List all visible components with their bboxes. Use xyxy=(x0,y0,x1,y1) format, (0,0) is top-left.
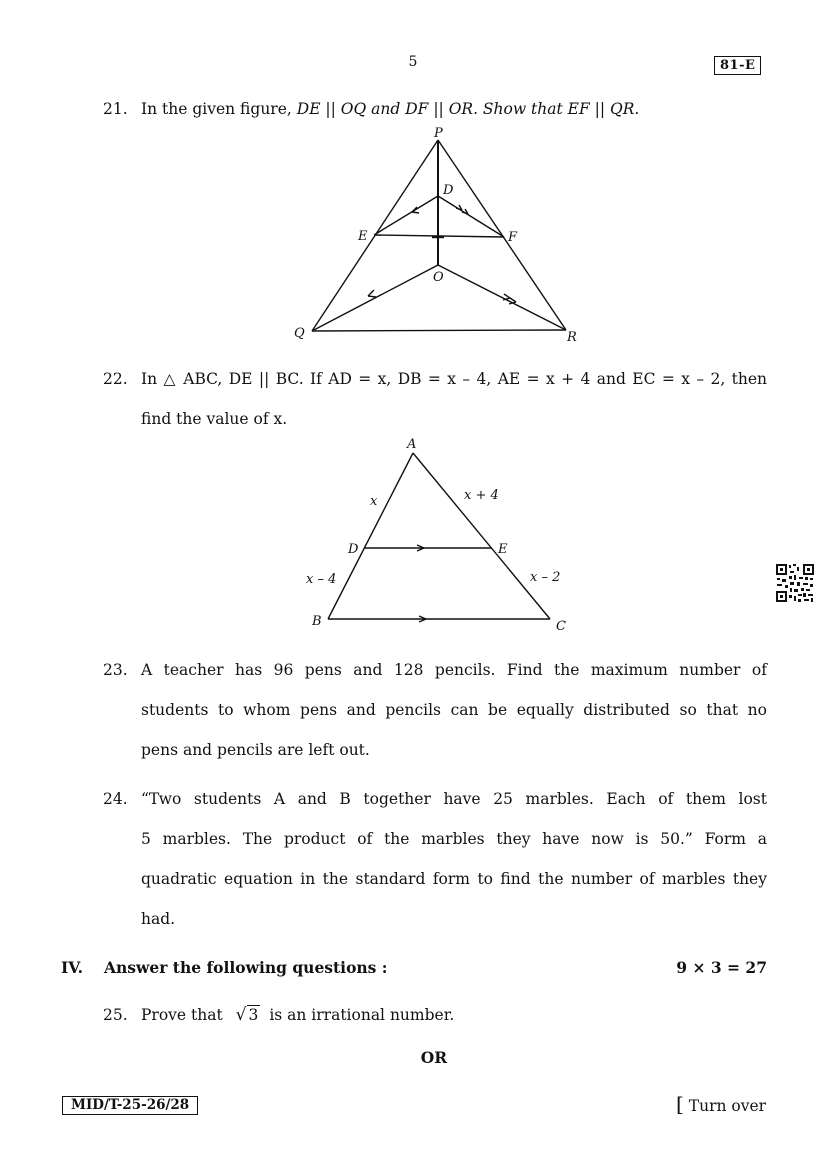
question-line: pens and pencils are left out. xyxy=(141,741,370,759)
text-before: Prove that xyxy=(141,1006,223,1024)
question-text xyxy=(141,89,767,129)
label-d: D xyxy=(348,542,359,557)
line-de xyxy=(374,196,438,235)
label-a: A xyxy=(407,437,417,452)
question-line: In △ ABC, DE || BC. If AD = x, DB = x – 4, AE = x + 4 and EC = x – 2, then xyxy=(141,370,767,388)
question-line: students to whom pens and pencils can be equally distributed so that no xyxy=(141,701,767,719)
bracket: [ xyxy=(676,1092,684,1116)
radicand: 3 xyxy=(248,1006,259,1024)
label-ec: x – 2 xyxy=(530,570,561,585)
label-o: O xyxy=(433,270,444,285)
question-line: 5 marbles. The product of the marbles they have now is 50.” Form a xyxy=(141,830,767,848)
question-line: had. xyxy=(141,910,176,928)
question-text xyxy=(141,995,767,1035)
section-heading: Answer the following questions : xyxy=(104,958,388,977)
question-23 xyxy=(0,650,826,770)
label-q: Q xyxy=(294,326,305,341)
question-text-prefix: In the given figure, xyxy=(141,100,292,118)
arrow-or-double xyxy=(503,294,516,304)
section-marks: 9 × 3 = 27 xyxy=(676,958,767,977)
question-number: 24. xyxy=(103,790,128,808)
line-ac xyxy=(413,453,550,619)
line-oq xyxy=(312,265,438,331)
question-number: 25. xyxy=(103,1006,128,1024)
label-e: E xyxy=(498,542,508,557)
question-line: A teacher has 96 pens and 128 pencils. Find the maximum number of xyxy=(141,661,767,679)
label-p: P xyxy=(434,126,443,141)
section-numeral: IV. xyxy=(61,958,83,977)
figure-q22-triangle xyxy=(300,434,580,636)
question-number: 21. xyxy=(103,100,128,118)
line-ab xyxy=(328,453,413,619)
question-line: find the value of x. xyxy=(141,410,288,428)
text-after: is an irrational number. xyxy=(269,1006,455,1024)
label-e: E xyxy=(358,229,368,244)
question-number: 23. xyxy=(103,661,128,679)
paper-code-badge: 81-E xyxy=(714,56,761,75)
line-df xyxy=(438,196,504,237)
label-ae: x + 4 xyxy=(464,488,499,503)
label-f: F xyxy=(508,230,518,245)
qr-code-icon xyxy=(775,563,815,603)
question-text-rest: DE || OQ and DF || OR. Show that EF || QR. xyxy=(296,100,640,118)
question-text xyxy=(141,650,767,770)
page-number: 5 xyxy=(408,54,418,70)
question-line: quadratic equation in the standard form to find the number of marbles they xyxy=(141,870,767,888)
line-or xyxy=(438,265,566,330)
question-text xyxy=(141,779,767,939)
label-b: B xyxy=(312,614,322,629)
sqrt-expression xyxy=(236,995,261,1035)
question-text xyxy=(141,359,767,439)
arrow-df-double xyxy=(456,205,468,214)
arrow-oq xyxy=(368,290,376,297)
figure-q21-triangle xyxy=(290,124,590,348)
radical-sign: √ xyxy=(235,1005,247,1025)
or-separator: OR xyxy=(420,1048,448,1067)
label-d: D xyxy=(443,183,454,198)
label-r: R xyxy=(567,330,577,345)
turn-over-text xyxy=(676,1092,766,1116)
turn-over-label: Turn over xyxy=(688,1097,767,1115)
question-24 xyxy=(0,779,826,939)
question-22 xyxy=(0,359,826,439)
line-qr xyxy=(312,330,566,331)
question-number: 22. xyxy=(103,370,128,388)
footer-paper-code: MID/T-25-26/28 xyxy=(62,1096,198,1115)
label-c: C xyxy=(556,619,566,634)
label-db: x – 4 xyxy=(306,572,337,587)
label-ad: x xyxy=(370,494,378,509)
question-line: “Two students A and B together have 25 marbles. Each of them lost xyxy=(141,790,767,808)
